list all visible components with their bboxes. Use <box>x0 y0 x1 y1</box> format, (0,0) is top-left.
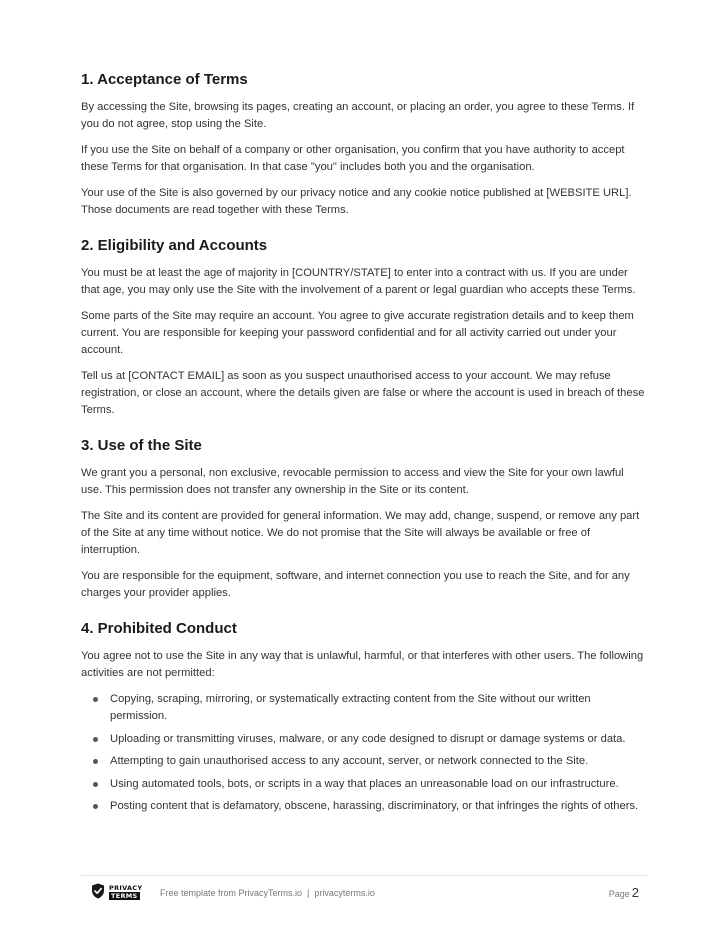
section-use-of-site <box>81 436 647 602</box>
page-footer <box>81 875 647 904</box>
paragraph: You are responsible for the equipment, software, and internet connection you use to reach the Site, and for any charges your provider applies. <box>81 570 630 599</box>
section-prohibited-conduct <box>81 619 647 815</box>
logo-word-terms: TERMS <box>111 892 138 900</box>
paragraph: You must be at least the age of majority in [COUNTRY/STATE] to enter into a contract with us. If you are under that age, you may only use the Site with the involvement of a parent or legal guardian who accepts these Terms. <box>81 267 636 296</box>
list-item: Copying, scraping, mirroring, or systematically extracting content from the Site without our written permission. <box>81 691 647 725</box>
section-heading: 2. Eligibility and Accounts <box>81 237 268 254</box>
page-number <box>609 885 639 900</box>
paragraph: You agree not to use the Site in any way that is unlawful, harmful, or that interferes with other users. The following activities are not permitted: <box>81 650 644 679</box>
footer-credit: Free template from PrivacyTerms.io <box>160 888 303 898</box>
paragraph: By accessing the Site, browsing its pages, creating an account, or placing an order, you agree to these Terms. If you do not agree, stop using the Site. <box>81 101 635 130</box>
paragraph: The Site and its content are provided for general information. We may add, change, suspend, or remove any part of the Site at any time without notice. We do not promise that the Site will always be available or free of interruption. <box>81 510 640 556</box>
list-item: Attempting to gain unauthorised access to any account, server, or network connected to the Site. <box>81 753 647 770</box>
list-item: Uploading or transmitting viruses, malware, or any code designed to disrupt or damage systems or data. <box>81 731 647 748</box>
page-label: Page <box>608 889 630 899</box>
paragraph: Tell us at [CONTACT EMAIL] as soon as you suspect unauthorised access to your account. We may refuse registration, or close an account, where the details given are false or where the account is used in breach of these Terms. <box>81 370 645 416</box>
section-heading: 1. Acceptance of Terms <box>81 71 248 88</box>
page-number-value: 2 <box>631 885 639 900</box>
paragraph: Some parts of the Site may require an account. You agree to give accurate registration details and to keep them current. You are responsible for keeping your password confidential and for all activity carried out under your account. <box>81 310 634 356</box>
paragraph: Your use of the Site is also governed by our privacy notice and any cookie notice published at [WEBSITE URL]. Those documents are read together with these Terms. <box>81 187 632 216</box>
footer-site-link[interactable]: privacyterms.io <box>314 888 375 898</box>
document-body <box>81 70 647 832</box>
prohibited-list <box>81 691 647 815</box>
section-eligibility <box>81 236 647 419</box>
section-acceptance <box>81 70 647 219</box>
section-heading: 3. Use of the Site <box>81 437 202 454</box>
footer-credit-line <box>160 888 375 898</box>
footer-separator: | <box>307 888 310 898</box>
paragraph: If you use the Site on behalf of a company or other organisation, you confirm that you have authority to accept these Terms for that organisation. In that case "you" includes both you and the organisation. <box>81 144 625 173</box>
privacyterms-logo <box>91 883 151 901</box>
shield-check-icon <box>91 883 105 899</box>
section-heading: 4. Prohibited Conduct <box>81 620 237 637</box>
list-item: Posting content that is defamatory, obscene, harassing, discriminatory, or that infringes the rights of others. <box>81 798 647 815</box>
logo-word-privacy: PRIVACY <box>109 884 143 892</box>
list-item: Using automated tools, bots, or scripts in a way that places an unreasonable load on our infrastructure. <box>81 776 647 793</box>
paragraph: We grant you a personal, non exclusive, revocable permission to access and view the Site for your own lawful use. This permission does not transfer any ownership in the Site or its content. <box>81 467 624 496</box>
